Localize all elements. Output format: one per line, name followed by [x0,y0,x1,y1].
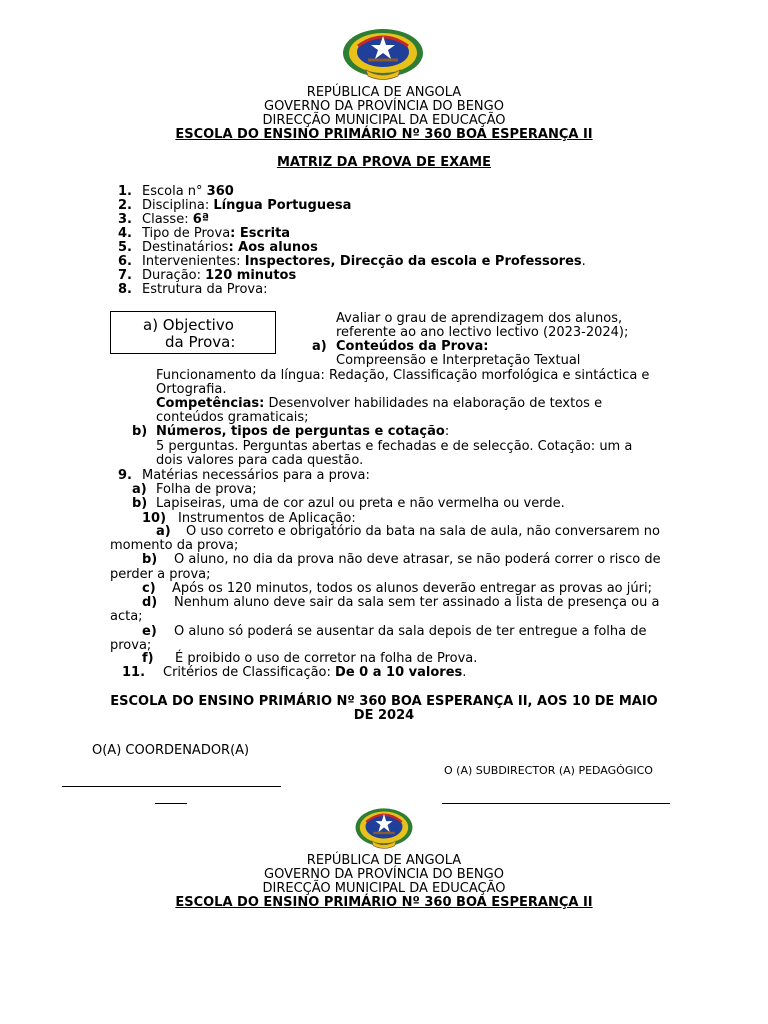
instruments-e1: O aluno só poderá se ausentar da sala depois de ter entregue a folha de [174,624,647,639]
instruments-f1: É proibido o uso de corretor na folha de Prova. [175,651,478,666]
questions-line1: 5 perguntas. Perguntas abertas e fechadas e de selecção. Cotação: um a [156,439,633,454]
objective-box-line2: da Prova: [165,333,236,351]
materials-b-marker: b) [132,496,148,511]
list-item: 5. Destinatários: Aos alunos [118,240,318,255]
angola-coat-of-arms-emblem [338,26,428,84]
objective-text-line2: referente ao ano lectivo lectivo (2023-2024); [336,325,629,340]
header-school: ESCOLA DO ENSINO PRIMÁRIO Nº 360 BOA ESPERANÇA II [175,127,593,142]
contents-line2: Funcionamento da língua: Redação, Classificação morfológica e sintáctica e [156,368,650,383]
questions-marker: b) [132,424,148,439]
list-item: 6. Intervenientes: Inspectores, Direcção da escola e Professores. [118,254,586,269]
header-republic: REPÚBLICA DE ANGOLA [306,85,462,100]
coordinator-signature-line-tail [155,803,187,804]
competencies-line2: conteúdos gramaticais; [156,410,309,425]
list-item: 4. Tipo de Prova: Escrita [118,226,291,241]
header-government: GOVERNO DA PROVÍNCIA DO BENGO [264,99,504,114]
list-item: 2. Disciplina: Língua Portuguesa [118,198,352,213]
instruments-heading: Instrumentos de Aplicação: [178,511,356,526]
list-item: 1. Escola n° 360 [118,184,234,199]
contents-heading: Conteúdos da Prova: [336,339,489,354]
instruments-a1: O uso correto e obrigatório da bata na sala de aula, não conversarem no [186,524,660,539]
questions-heading: Números, tipos de perguntas e cotação: [156,424,450,439]
instruments-b-marker: b) [142,552,158,567]
materials-b: Lapiseiras, uma de cor azul ou preta e não vermelha ou verde. [156,496,565,511]
footer-direction: DIRECÇÃO MUNICIPAL DA EDUCAÇÃO [262,881,506,896]
instruments-d2: acta; [110,609,143,624]
footer-republic: REPÚBLICA DE ANGOLA [306,853,462,868]
list-item: 8. Estrutura da Prova: [118,282,268,297]
footer-school: ESCOLA DO ENSINO PRIMÁRIO Nº 360 BOA ESPERANÇA II [175,895,593,910]
instruments-f-marker: f) [142,651,154,666]
angola-coat-of-arms-emblem [352,806,416,852]
materials-a-marker: a) [132,482,147,497]
instruments-c-marker: c) [142,581,156,596]
subdirector-label: O (A) SUBDIRECTOR (A) PEDAGÓGICO [444,764,653,777]
contents-line3: Ortografia. [156,382,227,397]
contents-line1: Compreensão e Interpretação Textual [336,353,581,368]
materials-heading: Matérias necessários para a prova: [142,468,370,483]
instruments-c1: Após os 120 minutos, todos os alunos deverão entregar as provas ao júri; [172,581,652,596]
materials-number: 9. [118,468,132,483]
header-direction: DIRECÇÃO MUNICIPAL DA EDUCAÇÃO [262,113,506,128]
instruments-d1: Nenhum aluno deve sair da sala sem ter assinado a lista de presença ou a [174,595,660,610]
instruments-e-marker: e) [142,624,157,639]
coordinator-label: O(A) COORDENADOR(A) [92,743,250,758]
subdirector-signature-line [442,803,670,804]
contents-marker: a) [312,339,327,354]
instruments-b2: perder a prova; [110,567,211,582]
objective-box [110,311,276,354]
objective-box-line1: a) Objectivo [143,316,234,334]
footer-government: GOVERNO DA PROVÍNCIA DO BENGO [264,867,504,882]
criteria-number: 11. [122,665,146,680]
instruments-e2: prova; [110,638,152,653]
instruments-number: 10) [142,511,167,526]
instruments-a-marker: a) [156,524,171,539]
criteria-line: Critérios de Classificação: De 0 a 10 valores. [163,665,467,680]
instruments-b1: O aluno, no dia da prova não deve atrasar, se não poderá correr o risco de [174,552,661,567]
questions-line2: dois valores para cada questão. [156,453,364,468]
closing-line1: ESCOLA DO ENSINO PRIMÁRIO Nº 360 BOA ESPERANÇA II, AOS 10 DE MAIO [110,694,658,709]
objective-text-line1: Avaliar o grau de aprendizagem dos alunos, [336,311,623,326]
list-item: 7. Duração: 120 minutos [118,268,297,283]
instruments-d-marker: d) [142,595,158,610]
list-item: 3. Classe: 6ª [118,212,210,227]
coordinator-signature-line [62,786,281,787]
document-title: MATRIZ DA PROVA DE EXAME [276,155,492,170]
competencies-line1: Competências: Desenvolver habilidades na elaboração de textos e [156,396,603,411]
materials-a: Folha de prova; [156,482,257,497]
instruments-a2: momento da prova; [110,538,239,553]
closing-line2: DE 2024 [353,708,415,723]
